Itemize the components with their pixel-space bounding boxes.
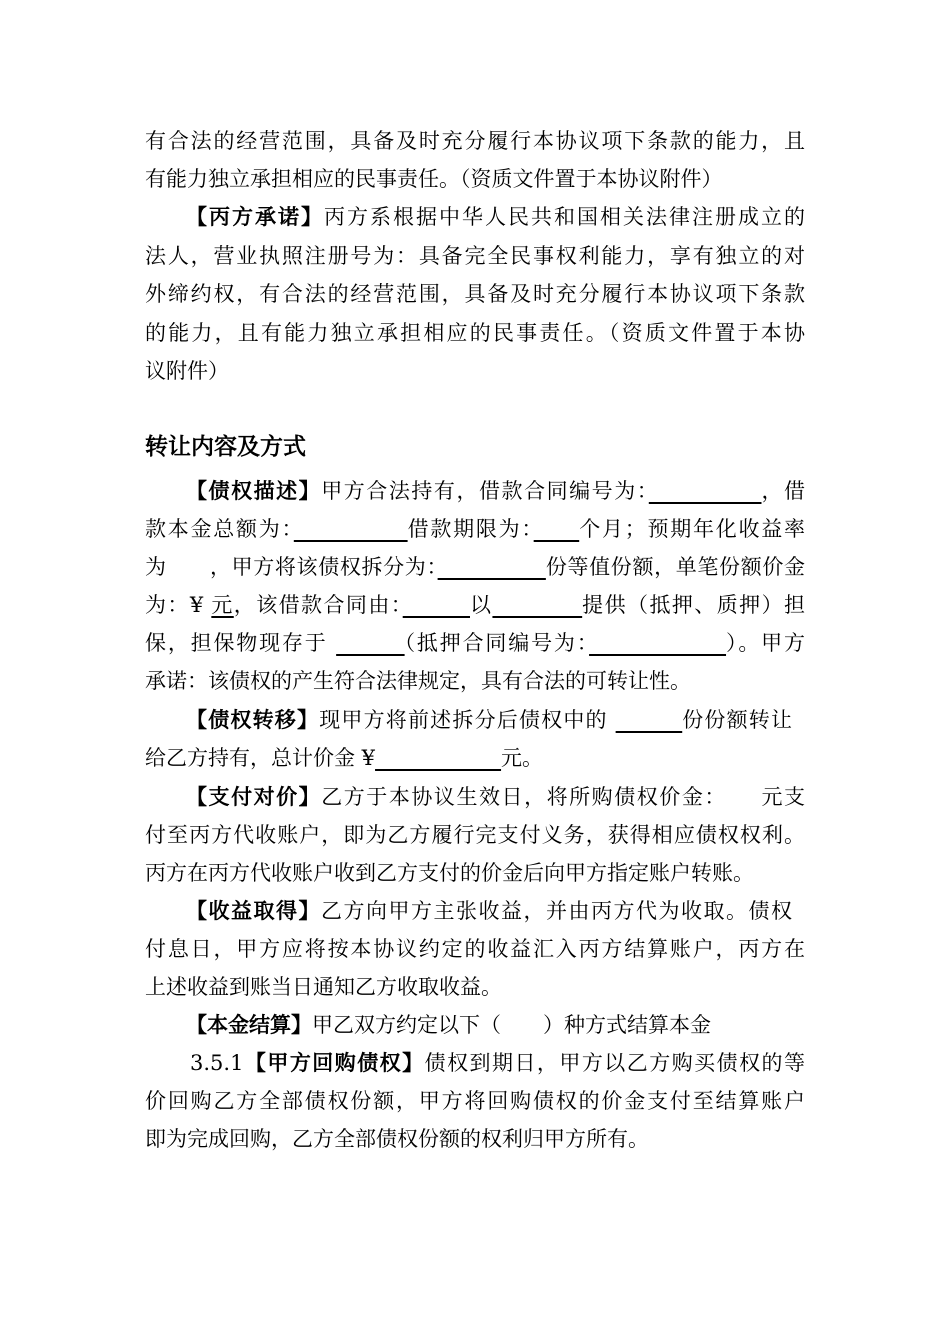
buyback-line-2: 价回购乙方全部债权份额，甲方将回购债权的价金支付至结算账户 [145,1089,805,1113]
guarantor-blank [403,593,470,617]
desc-line-6: 承诺：该债权的产生符合法律规定，具有合法的可转让性。 [145,669,691,693]
buyback-title: 【甲方回购债权】 [243,1050,425,1075]
buyback-line-1: 3.5.1【甲方回购债权】债权到期日，甲方以乙方购买债权的等 [190,1050,806,1075]
desc-line-2: 款本金总额为： 借款期限为： 个月；预期年化收益率 [145,517,806,541]
clause-number: 3.5.1 [190,1051,244,1075]
desc-title: 【债权描述】 [186,478,322,503]
desc-line-3: 为 ，甲方将该债权拆分为： 份等值份额，单笔份额价金 [145,555,806,579]
income-line-2: 付息日，甲方应将按本协议约定的收益汇入丙方结算账户，丙方在 [145,937,805,961]
bing-promise-line-5: 议附件） [145,359,229,383]
bing-promise-title: 【丙方承诺】 [186,204,324,229]
collateral-location-blank [336,631,404,655]
desc-line-1: 【债权描述】甲方合法持有，借款合同编号为： ，借 [186,478,806,503]
pay-line-3: 丙方在丙方代收账户收到乙方支付的价金后向甲方指定账户转账。 [145,861,754,885]
collateral-blank [492,593,582,617]
principal-title: 【本金结算】 [186,1012,312,1037]
bing-promise-line-2: 法人，营业执照注册号为：具备完全民事权利能力，享有独立的对 [145,244,805,268]
principal-line-1: 【本金结算】甲乙双方约定以下（ ）种方式结算本金 [186,1012,711,1037]
principal-amount-blank [294,517,408,541]
intro-line-2: 有能力独立承担相应的民事责任。（资质文件置于本协议附件） [145,167,723,191]
unit-price-yuan: 元 [211,593,234,617]
pay-line-2: 付至丙方代收账户，即为乙方履行完支付义务，获得相应债权权利。 [145,823,805,847]
transfer-title: 【债权转移】 [186,707,320,732]
transfer-shares-blank [616,708,683,732]
bing-promise-line-1: 【丙方承诺】丙方系根据中华人民共和国相关法律注册成立的 [186,204,805,229]
income-title: 【收益取得】 [186,898,321,923]
desc-line-4: 为：¥ 元，该借款合同由： 以 提供（抵押、质押）担 [145,593,806,617]
transfer-line-2: 给乙方持有，总计价金 ¥ 元。 [145,746,544,770]
bing-promise-line-3: 外缔约权，有合法的经营范围，具备及时充分履行本协议项下条款 [145,282,805,306]
total-price-blank [375,746,501,770]
section-heading: 转让内容及方式 [145,433,306,460]
mortgage-contract-number-blank [589,631,726,655]
desc-line-5: 保，担保物现存于 （抵押合同编号为： ）。甲方 [145,631,806,655]
intro-line-1: 有合法的经营范围，具备及时充分履行本协议项下条款的能力，且 [145,129,805,153]
bing-promise-line-4: 的能力，且有能力独立承担相应的民事责任。（资质文件置于本协 [145,321,805,345]
contract-number-blank [649,479,762,503]
income-line-1: 【收益取得】乙方向甲方主张收益，并由丙方代为收取。债权 [186,898,792,923]
pay-line-1: 【支付对价】乙方于本协议生效日，将所购债权价金： 元支 [186,784,806,809]
income-line-3: 上述收益到账当日通知乙方收取收益。 [145,975,502,999]
loan-term-blank [534,517,580,541]
split-count-blank [438,555,546,579]
transfer-line-1: 【债权转移】现甲方将前述拆分后债权中的 份份额转让 [186,707,793,732]
pay-title: 【支付对价】 [186,784,322,809]
buyback-line-3: 即为完成回购，乙方全部债权份额的权利归甲方所有。 [145,1127,649,1151]
